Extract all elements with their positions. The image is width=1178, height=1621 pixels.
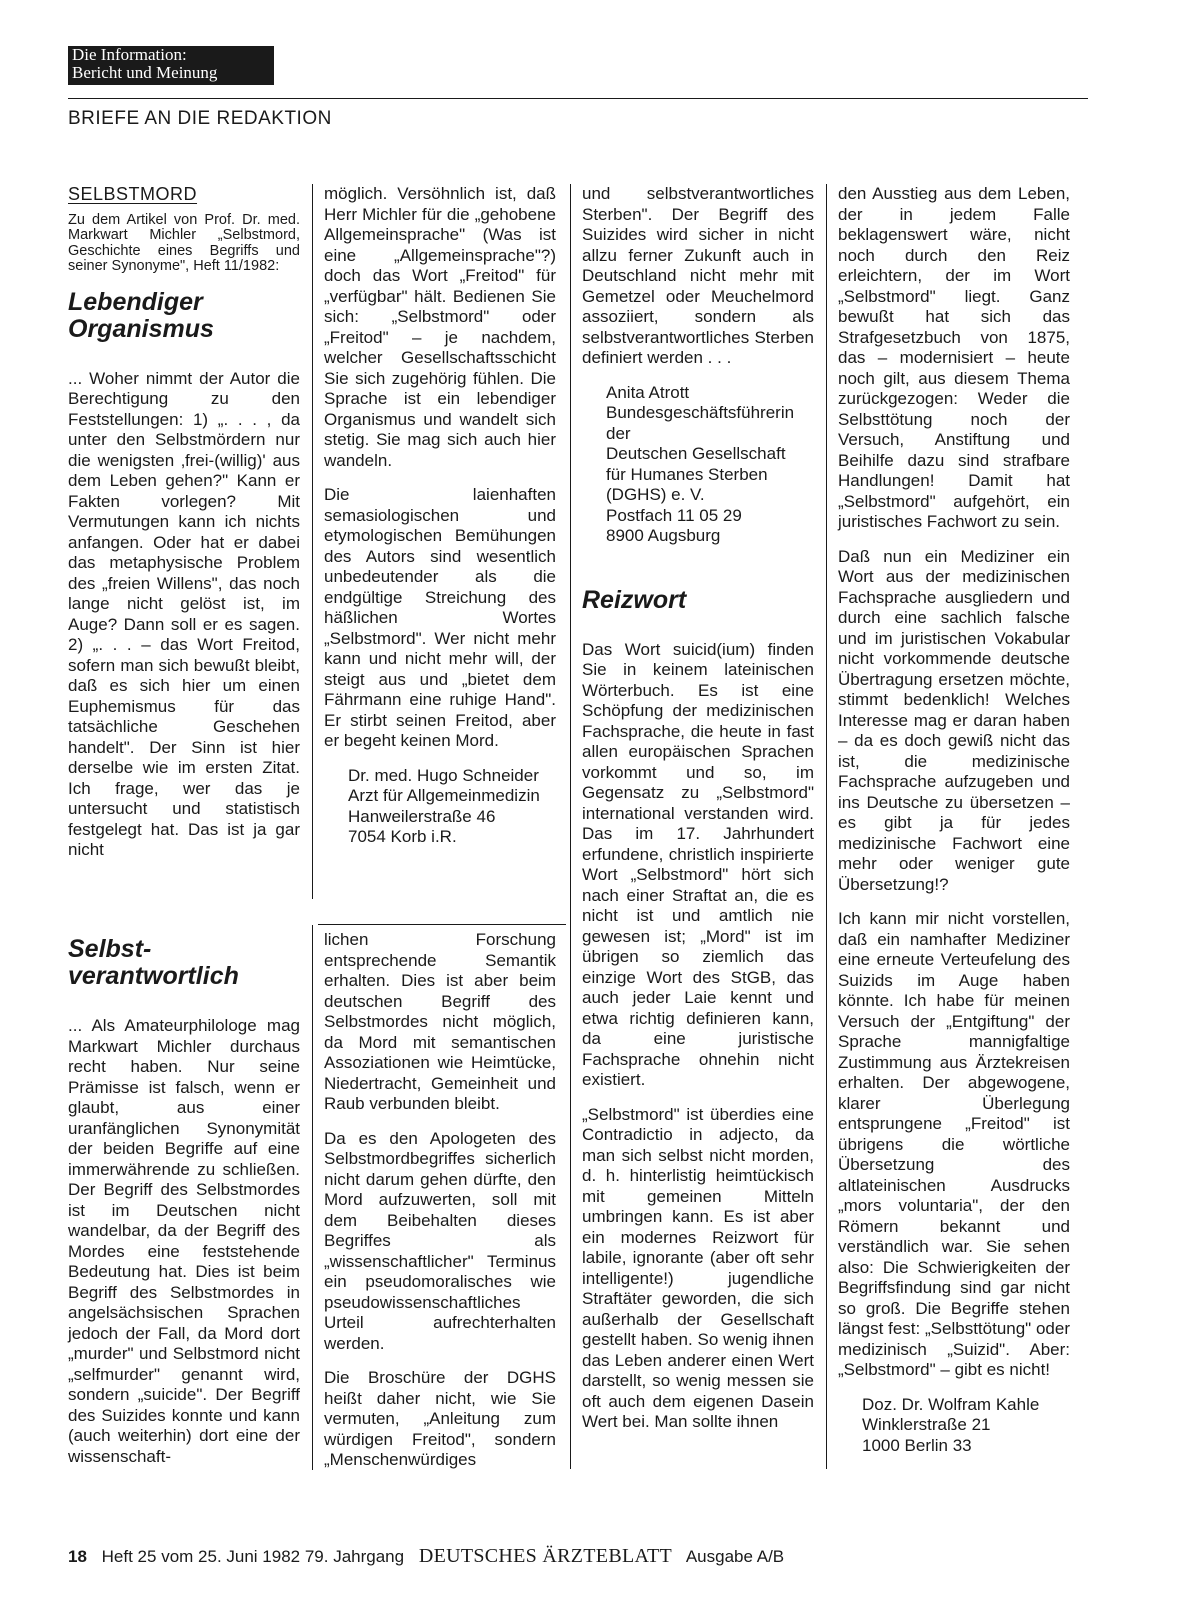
page-footer bbox=[68, 1545, 784, 1568]
topic-heading: SELBSTMORD bbox=[68, 184, 198, 204]
letter-paragraph: lichen Forschung entsprechende Semantik erhalten. Dies ist aber beim deutschen Begriff des Selbstmordes nicht möglich, da Mord mit semantischen Assoziationen wie Heimtücke, Niedertracht, Gemeinheit und Raub verbunden bleibt. bbox=[324, 930, 556, 1113]
magazine-name: DEUTSCHES ÄRZTEBLATT bbox=[418, 1545, 673, 1567]
letter-paragraph: möglich. Versöhnlich ist, daß Herr Michler für die „gehobene Allgemeinsprache" (Was ist eine „Allgemeinsprache"?) doch das Wort „Freitod" für „verfügbar" hält. Bedienen Sie sich: „Selbstmord" oder „Freitod" – je nachdem, welcher Gesellschaftsschicht Sie sich zugehörig fühlen. Die Sprache ist ein lebendiger Organismus und wandelt sich stetig. Sie mag sich auch hier wandeln. bbox=[324, 184, 556, 470]
letter-paragraph: Daß nun ein Mediziner ein Wort aus der medizinischen Fachsprache ausgliedern und durch eine sachlich falsche und im juristischen Vokabular nicht vorkommende deutsche Übertragung ersetzen möchte, stimmt bedenklich! Welches Interesse mag er daran haben – da es doch gewiß nicht das ist, die medizinische Fachsprache aufzugeben und ins Deutsche zu übersetzen – es gibt ja für jedes medizinische Fachwort eine mehr oder weniger gute Übersetzung!? bbox=[838, 546, 1070, 894]
signature-line: 1000 Berlin 33 bbox=[862, 1435, 972, 1455]
letter-paragraph: und selbstverantwortliches Sterben". Der Begriff des Suizides wird sicher in nicht allzu ferner Zukunft auch in Deutschland nicht mehr mit Gemetzel oder Meuchelmord assoziiert, sondern als selbstverantwortliches Sterben definiert werden . . . bbox=[582, 184, 814, 367]
signature-line: Doz. Dr. Wolfram Kahle bbox=[862, 1394, 1040, 1414]
signature-atrott bbox=[582, 383, 814, 547]
signature-line: der bbox=[606, 423, 631, 443]
headline-line: verantwortlich bbox=[68, 962, 239, 990]
letter-headline-1 bbox=[68, 289, 300, 343]
story-divider bbox=[318, 924, 566, 925]
column-2-bottom bbox=[324, 930, 556, 1485]
signature-line: Dr. med. Hugo Schneider bbox=[348, 765, 539, 785]
letter-paragraph: Da es den Apologeten des Selbstmordbegriffes sicherlich nicht darum gehen dürfte, den Mord aufzuwerten, soll mit dem Beibehalten dieses Begriffes als „wissenschaftlicher" Terminus ein pseudomoralisches wie pseudowissenschaftliches Urteil aufrechterhalten werden. bbox=[324, 1128, 556, 1353]
column-divider bbox=[312, 184, 313, 899]
letter-paragraph: Die Broschüre der DGHS heißt daher nicht, wie Sie vermuten, „Anleitung zum würdigen Freitod", sondern „Menschenwürdiges bbox=[324, 1368, 556, 1469]
column-3-top bbox=[582, 184, 814, 1447]
rubric-line-1: Die Information: bbox=[72, 45, 187, 64]
edition-info: Ausgabe A/B bbox=[685, 1547, 785, 1566]
signature-line: Postfach 11 05 29 bbox=[606, 505, 742, 525]
rubric-line-2: Bericht und Meinung bbox=[72, 63, 218, 82]
rubric-tag bbox=[68, 46, 274, 85]
signature-line: Anita Atrott bbox=[606, 382, 690, 402]
header-rule bbox=[68, 98, 1088, 99]
signature-line: Deutschen Gesellschaft bbox=[606, 444, 786, 463]
article-reference: Zu dem Artikel von Prof. Dr. med. Markwart Michler „Selbstmord, Geschichte eines Begriffs und seiner Synonyme", Heft 11/1982: bbox=[68, 211, 300, 274]
signature-line: für Humanes Sterben bbox=[606, 464, 768, 484]
column-divider bbox=[570, 184, 571, 1469]
issue-info: Heft 25 vom 25. Juni 1982 79. Jahrgang bbox=[101, 1547, 405, 1566]
letter-headline-3: Reizwort bbox=[582, 585, 687, 614]
letter-paragraph: „Selbstmord" ist überdies eine Contradictio in adjecto, da man sich selbst nicht morden, d. h. hinterlistig heimtückisch mit gemeinen Mitteln umbringen kann. Es ist aber ein modernes Reizwort für labile, ignorante (aber oft sehr intelligente!) jugendliche Straftäter geworden, die sich außerhalb der Gesellschaft gestellt haben. So wenig ihnen das Leben anderer einen Wert darstellt, so wenig messen sie oft auch dem eigenen Dasein Wert bei. Man sollte ihnen bbox=[582, 1104, 814, 1431]
column-1-top bbox=[68, 184, 300, 875]
letter-paragraph: Die laienhaften semasiologischen und etymologischen Bemühungen des Autors sind wesentlich unbedeutender als die endgültige Streichung des häßlichen Wortes „Selbstmord". Wer nicht mehr kann und nicht mehr will, der steigt aus und „bietet dem Fährmann eine ruhige Hand". Er stirbt seinen Freitod, aber er begeht keinen Mord. bbox=[324, 485, 556, 750]
column-4 bbox=[838, 184, 1070, 1470]
signature-kahle bbox=[838, 1395, 1070, 1457]
section-title: BRIEFE AN DIE REDAKTION bbox=[68, 108, 332, 129]
letter-paragraph: ... Woher nimmt der Autor die Berechtigung zu den Feststellungen: 1) „. . . , da unter den Selbstmördern nur die wenigsten ‚frei-(willig)' aus dem Leben gehen?" Kann er Fakten vorlegen? Mit Vermutungen kann ich nichts anfangen. Oder hat er dabei das metaphysische Problem des „freien Willens", das noch lange nicht gelöst ist, im Auge? Dann soll er es sagen. 2) „. . . – das Wort Freitod, sofern man sich bewußt bleibt, daß es sich hier um einen Euphemismus für das tatsächliche Geschehen handelt". Der Sinn ist hier derselbe wie im ersten Zitat. Ich frage, wer das je untersucht und statistisch festgelegt hat. Das ist ja gar nicht bbox=[68, 368, 300, 859]
column-1-bottom bbox=[68, 930, 300, 1481]
signature-line: Winklerstraße 21 bbox=[862, 1415, 991, 1434]
letter-headline-2 bbox=[68, 936, 300, 990]
signature-line: (DGHS) e. V. bbox=[606, 485, 705, 504]
signature-line: Arzt für Allgemeinmedizin bbox=[348, 786, 540, 805]
headline-line: Organismus bbox=[68, 314, 214, 343]
headline-line: Lebendiger bbox=[68, 287, 203, 316]
signature-line: Bundesgeschäftsführerin bbox=[606, 403, 795, 422]
signature-line: 7054 Korb i.R. bbox=[348, 827, 457, 846]
letter-paragraph: den Ausstieg aus dem Leben, der in jedem Falle beklagenswert wäre, nicht noch durch den Reiz erleichtern, der im Wort „Selbstmord" liegt. Ganz bewußt hat sich das Strafgesetzbuch von 1875, das – modernisiert – heute noch gilt, aus diesem Thema zurückgezogen: Weder die Selbsttötung noch der Versuch, Anstiftung und Beihilfe dazu sind strafbare Handlungen! Damit hat „Selbstmord" aufgehört, ein juristisches Fachwort zu sein. bbox=[838, 184, 1070, 531]
column-divider bbox=[826, 184, 827, 1469]
column-divider bbox=[312, 925, 313, 1470]
letter-paragraph: ... Als Amateurphilologe mag Markwart Michler durchaus recht haben. Nur seine Prämisse ist falsch, wenn er glaubt, aus einer uranfänglichen Synonymität der beiden Begriffe auf eine immerwährende zu schließen. Der Begriff des Selbstmordes ist im Deutschen nicht wandelbar, da der Begriff des Mordes eine feststehende Bedeutung hat. Dies ist beim Begriff des Selbstmordes in angelsächsischen Sprachen jedoch der Fall, da Mord dort „murder" und Selbstmord nicht „selfmurder" genannt wird, sondern „suicide". Der Begriff des Suizides konnte und kann (auch weiterhin) dort eine der wissenschaft- bbox=[68, 1016, 300, 1466]
column-2-top bbox=[324, 184, 556, 862]
letter-paragraph: Ich kann mir nicht vorstellen, daß ein namhafter Mediziner eine erneute Verteufelung des Suizids im Auge haben könnte. Ich habe für meinen Versuch der „Entgiftung" der Sprache mannigfaltige Zustimmung aus Ärztekreisen erhalten. Der abgewogene, klarer Überlegung entsprungene „Freitod" ist übrigens die wörtliche Übersetzung des altlateinischen Ausdrucks „mors voluntaria", der den Römern bekannt und verständlich war. Sie sehen also: Die Schwierigkeiten der Begriffsfindung sind gar nicht so groß. Die Begriffe stehen längst fest: „Selbsttötung" oder medizinisch „Suizid". Aber: „Selbstmord" – gibt es nicht! bbox=[838, 909, 1070, 1379]
page-number: 18 bbox=[68, 1547, 87, 1566]
signature-schneider bbox=[324, 766, 556, 848]
letter-paragraph: Das Wort suicid(ium) finden Sie in keinem lateinischen Wörterbuch. Es ist eine Schöpfung der medizinischen Fachsprache, die heute in fast allen europäischen Sprachen vorkommt und so, im Gegensatz zu „Selbstmord" international verstanden wird. Das im 17. Jahrhundert erfundene, christlich inspirierte Wort „Selbstmord" hört sich nach einer Straftat an, die es nicht ist und amtlich nie gewesen ist; „Mord" ist im übrigen so ziemlich das einzige Wort des StGB, das auch jeder Laie kennt und etwa richtig definieren kann, da eine juristische Fachsprache ohnehin nicht existiert. bbox=[582, 639, 814, 1089]
signature-line: Hanweilerstraße 46 bbox=[348, 806, 496, 826]
headline-line: Selbst- bbox=[68, 935, 152, 963]
signature-line: 8900 Augsburg bbox=[606, 526, 721, 545]
